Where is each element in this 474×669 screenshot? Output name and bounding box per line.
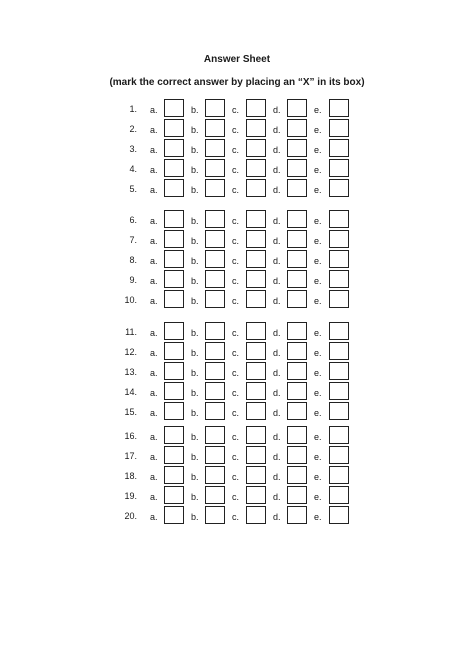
option-label: e. <box>314 472 322 482</box>
option-label: b. <box>191 105 199 115</box>
question-row <box>0 250 474 270</box>
answer-checkbox[interactable] <box>205 506 225 524</box>
option-label: c. <box>232 296 240 306</box>
option-label: a. <box>150 328 158 338</box>
question-row <box>0 139 474 159</box>
answer-checkbox[interactable] <box>164 426 184 444</box>
option-label: a. <box>150 125 158 135</box>
answer-checkbox[interactable] <box>329 342 349 360</box>
answer-checkbox[interactable] <box>329 466 349 484</box>
answer-checkbox[interactable] <box>205 426 225 444</box>
question-row <box>0 446 474 466</box>
question-number: 17. <box>124 451 137 461</box>
answer-checkbox[interactable] <box>164 99 184 117</box>
question-number: 5. <box>129 184 137 194</box>
option-label: c. <box>232 408 240 418</box>
answer-checkbox[interactable] <box>287 139 307 157</box>
answer-checkbox[interactable] <box>246 446 266 464</box>
answer-checkbox[interactable] <box>164 250 184 268</box>
question-row <box>0 159 474 179</box>
option-label: a. <box>150 296 158 306</box>
option-label: b. <box>191 328 199 338</box>
answer-checkbox[interactable] <box>246 402 266 420</box>
sheet-title: Answer Sheet <box>203 54 271 65</box>
question-row <box>0 270 474 290</box>
question-number: 11. <box>125 327 137 337</box>
answer-checkbox[interactable] <box>329 426 349 444</box>
question-row <box>0 342 474 362</box>
option-label: c. <box>232 165 240 175</box>
answer-checkbox[interactable] <box>205 210 225 228</box>
option-label: c. <box>232 185 240 195</box>
question-number: 7. <box>129 235 137 245</box>
option-label: e. <box>314 512 322 522</box>
option-label: a. <box>150 276 158 286</box>
option-label: d. <box>273 432 281 442</box>
question-row <box>0 119 474 139</box>
option-label: c. <box>232 105 240 115</box>
option-label: c. <box>232 216 240 226</box>
answer-checkbox[interactable] <box>205 270 225 288</box>
option-label: d. <box>273 296 281 306</box>
answer-checkbox[interactable] <box>329 362 349 380</box>
answer-checkbox[interactable] <box>329 506 349 524</box>
answer-checkbox[interactable] <box>164 290 184 308</box>
question-number: 20. <box>124 511 137 521</box>
option-label: d. <box>273 216 281 226</box>
answer-checkbox[interactable] <box>287 210 307 228</box>
answer-checkbox[interactable] <box>164 342 184 360</box>
question-row <box>0 506 474 526</box>
option-label: c. <box>232 145 240 155</box>
option-label: a. <box>150 236 158 246</box>
answer-checkbox[interactable] <box>287 362 307 380</box>
answer-checkbox[interactable] <box>164 119 184 137</box>
answer-checkbox[interactable] <box>329 250 349 268</box>
answer-checkbox[interactable] <box>164 506 184 524</box>
answer-checkbox[interactable] <box>205 250 225 268</box>
answer-checkbox[interactable] <box>246 486 266 504</box>
question-number: 18. <box>124 471 137 481</box>
option-label: d. <box>273 452 281 462</box>
option-label: b. <box>191 452 199 462</box>
answer-checkbox[interactable] <box>329 270 349 288</box>
option-label: e. <box>314 236 322 246</box>
option-label: b. <box>191 512 199 522</box>
option-label: c. <box>232 256 240 266</box>
question-number: 16. <box>124 431 137 441</box>
answer-checkbox[interactable] <box>287 446 307 464</box>
answer-checkbox[interactable] <box>164 382 184 400</box>
answer-checkbox[interactable] <box>164 322 184 340</box>
answer-checkbox[interactable] <box>205 362 225 380</box>
option-label: d. <box>273 388 281 398</box>
question-number: 1. <box>129 104 137 114</box>
option-label: c. <box>232 388 240 398</box>
answer-checkbox[interactable] <box>164 486 184 504</box>
option-label: d. <box>273 348 281 358</box>
answer-checkbox[interactable] <box>246 179 266 197</box>
question-row <box>0 402 474 422</box>
answer-checkbox[interactable] <box>205 486 225 504</box>
answer-checkbox[interactable] <box>205 139 225 157</box>
option-label: c. <box>232 432 240 442</box>
option-label: d. <box>273 236 281 246</box>
option-label: d. <box>273 165 281 175</box>
option-label: d. <box>273 256 281 266</box>
option-label: e. <box>314 145 322 155</box>
answer-checkbox[interactable] <box>205 322 225 340</box>
option-label: c. <box>232 452 240 462</box>
answer-checkbox[interactable] <box>287 342 307 360</box>
option-label: a. <box>150 185 158 195</box>
option-label: a. <box>150 216 158 226</box>
option-label: d. <box>273 276 281 286</box>
answer-checkbox[interactable] <box>329 99 349 117</box>
answer-checkbox[interactable] <box>329 159 349 177</box>
option-label: a. <box>150 432 158 442</box>
answer-checkbox[interactable] <box>246 382 266 400</box>
option-label: e. <box>314 492 322 502</box>
question-number: 2. <box>129 124 137 134</box>
option-label: c. <box>232 472 240 482</box>
option-label: e. <box>314 388 322 398</box>
option-label: d. <box>273 125 281 135</box>
option-label: d. <box>273 145 281 155</box>
answer-checkbox[interactable] <box>329 486 349 504</box>
answer-checkbox[interactable] <box>287 466 307 484</box>
answer-checkbox[interactable] <box>205 382 225 400</box>
answer-checkbox[interactable] <box>164 270 184 288</box>
answer-checkbox[interactable] <box>287 270 307 288</box>
question-row <box>0 426 474 446</box>
answer-checkbox[interactable] <box>329 210 349 228</box>
answer-checkbox[interactable] <box>205 230 225 248</box>
option-label: d. <box>273 328 281 338</box>
answer-checkbox[interactable] <box>246 426 266 444</box>
option-label: b. <box>191 296 199 306</box>
question-row <box>0 362 474 382</box>
option-label: a. <box>150 368 158 378</box>
option-label: c. <box>232 492 240 502</box>
answer-checkbox[interactable] <box>205 446 225 464</box>
answer-checkbox[interactable] <box>287 402 307 420</box>
question-number: 12. <box>124 347 137 357</box>
option-label: c. <box>232 328 240 338</box>
answer-checkbox[interactable] <box>287 322 307 340</box>
option-label: d. <box>273 105 281 115</box>
option-label: b. <box>191 388 199 398</box>
answer-checkbox[interactable] <box>246 322 266 340</box>
answer-checkbox[interactable] <box>329 179 349 197</box>
question-number: 13. <box>124 367 137 377</box>
option-label: a. <box>150 105 158 115</box>
answer-checkbox[interactable] <box>287 159 307 177</box>
answer-checkbox[interactable] <box>329 230 349 248</box>
option-label: a. <box>150 512 158 522</box>
answer-checkbox[interactable] <box>329 402 349 420</box>
option-label: d. <box>273 408 281 418</box>
option-label: e. <box>314 185 322 195</box>
question-number: 19. <box>124 491 137 501</box>
option-label: e. <box>314 368 322 378</box>
answer-checkbox[interactable] <box>329 446 349 464</box>
answer-checkbox[interactable] <box>287 486 307 504</box>
option-label: b. <box>191 145 199 155</box>
answer-checkbox[interactable] <box>246 362 266 380</box>
question-row <box>0 230 474 250</box>
question-row <box>0 99 474 119</box>
question-number: 14. <box>124 387 137 397</box>
answer-checkbox[interactable] <box>246 342 266 360</box>
answer-checkbox[interactable] <box>164 362 184 380</box>
answer-checkbox[interactable] <box>329 382 349 400</box>
option-label: e. <box>314 348 322 358</box>
answer-checkbox[interactable] <box>287 119 307 137</box>
option-label: c. <box>232 368 240 378</box>
answer-checkbox[interactable] <box>246 159 266 177</box>
answer-checkbox[interactable] <box>246 466 266 484</box>
answer-checkbox[interactable] <box>287 230 307 248</box>
option-label: a. <box>150 492 158 502</box>
answer-checkbox[interactable] <box>246 230 266 248</box>
answer-checkbox[interactable] <box>287 506 307 524</box>
answer-checkbox[interactable] <box>246 119 266 137</box>
option-label: e. <box>314 105 322 115</box>
option-label: a. <box>150 348 158 358</box>
option-label: c. <box>232 348 240 358</box>
option-label: b. <box>191 432 199 442</box>
option-label: b. <box>191 216 199 226</box>
option-label: b. <box>191 125 199 135</box>
answer-checkbox[interactable] <box>329 119 349 137</box>
answer-checkbox[interactable] <box>329 290 349 308</box>
answer-checkbox[interactable] <box>164 446 184 464</box>
option-label: d. <box>273 368 281 378</box>
answer-checkbox[interactable] <box>287 382 307 400</box>
option-label: a. <box>150 388 158 398</box>
option-label: e. <box>314 165 322 175</box>
answer-checkbox[interactable] <box>329 322 349 340</box>
question-number: 8. <box>129 255 137 265</box>
answer-checkbox[interactable] <box>287 290 307 308</box>
answer-checkbox[interactable] <box>205 99 225 117</box>
sheet-instruction: (mark the correct answer by placing an “X” in its box) <box>109 77 365 88</box>
option-label: e. <box>314 276 322 286</box>
option-label: c. <box>232 125 240 135</box>
option-label: e. <box>314 296 322 306</box>
answer-checkbox[interactable] <box>287 250 307 268</box>
answer-checkbox[interactable] <box>164 466 184 484</box>
answer-checkbox[interactable] <box>164 210 184 228</box>
option-label: e. <box>314 328 322 338</box>
answer-checkbox[interactable] <box>164 402 184 420</box>
answer-checkbox[interactable] <box>246 210 266 228</box>
option-label: b. <box>191 492 199 502</box>
option-label: b. <box>191 368 199 378</box>
question-number: 15. <box>124 407 137 417</box>
answer-checkbox[interactable] <box>164 159 184 177</box>
question-number: 6. <box>129 215 137 225</box>
answer-checkbox[interactable] <box>205 342 225 360</box>
answer-checkbox[interactable] <box>287 179 307 197</box>
answer-checkbox[interactable] <box>246 250 266 268</box>
option-label: b. <box>191 276 199 286</box>
option-label: a. <box>150 452 158 462</box>
option-label: e. <box>314 256 322 266</box>
answer-checkbox[interactable] <box>205 179 225 197</box>
answer-checkbox[interactable] <box>246 139 266 157</box>
answer-checkbox[interactable] <box>287 99 307 117</box>
option-label: c. <box>232 276 240 286</box>
answer-checkbox[interactable] <box>246 99 266 117</box>
option-label: b. <box>191 472 199 482</box>
option-label: a. <box>150 145 158 155</box>
question-row <box>0 210 474 230</box>
answer-checkbox[interactable] <box>205 290 225 308</box>
option-label: e. <box>314 452 322 462</box>
answer-checkbox[interactable] <box>246 506 266 524</box>
option-label: a. <box>150 165 158 175</box>
answer-checkbox[interactable] <box>164 139 184 157</box>
option-label: a. <box>150 408 158 418</box>
question-number: 3. <box>129 144 137 154</box>
question-number: 4. <box>129 164 137 174</box>
option-label: e. <box>314 432 322 442</box>
option-label: d. <box>273 472 281 482</box>
option-label: b. <box>191 348 199 358</box>
answer-checkbox[interactable] <box>246 290 266 308</box>
question-row <box>0 290 474 310</box>
option-label: a. <box>150 472 158 482</box>
option-label: a. <box>150 256 158 266</box>
question-row <box>0 179 474 199</box>
option-label: d. <box>273 492 281 502</box>
option-label: c. <box>232 512 240 522</box>
option-label: b. <box>191 165 199 175</box>
option-label: b. <box>191 256 199 266</box>
answer-checkbox[interactable] <box>205 466 225 484</box>
option-label: e. <box>314 125 322 135</box>
question-row <box>0 486 474 506</box>
question-row <box>0 466 474 486</box>
option-label: e. <box>314 408 322 418</box>
answer-checkbox[interactable] <box>246 270 266 288</box>
option-label: b. <box>191 236 199 246</box>
answer-checkbox[interactable] <box>205 159 225 177</box>
answer-checkbox[interactable] <box>205 119 225 137</box>
option-label: d. <box>273 185 281 195</box>
option-label: b. <box>191 185 199 195</box>
question-number: 9. <box>129 275 137 285</box>
option-label: e. <box>314 216 322 226</box>
option-label: b. <box>191 408 199 418</box>
question-row <box>0 382 474 402</box>
answer-checkbox[interactable] <box>205 402 225 420</box>
option-label: c. <box>232 236 240 246</box>
question-row <box>0 322 474 342</box>
answer-checkbox[interactable] <box>287 426 307 444</box>
answer-checkbox[interactable] <box>164 179 184 197</box>
option-label: d. <box>273 512 281 522</box>
answer-checkbox[interactable] <box>164 230 184 248</box>
answer-checkbox[interactable] <box>329 139 349 157</box>
question-number: 10. <box>124 295 137 305</box>
